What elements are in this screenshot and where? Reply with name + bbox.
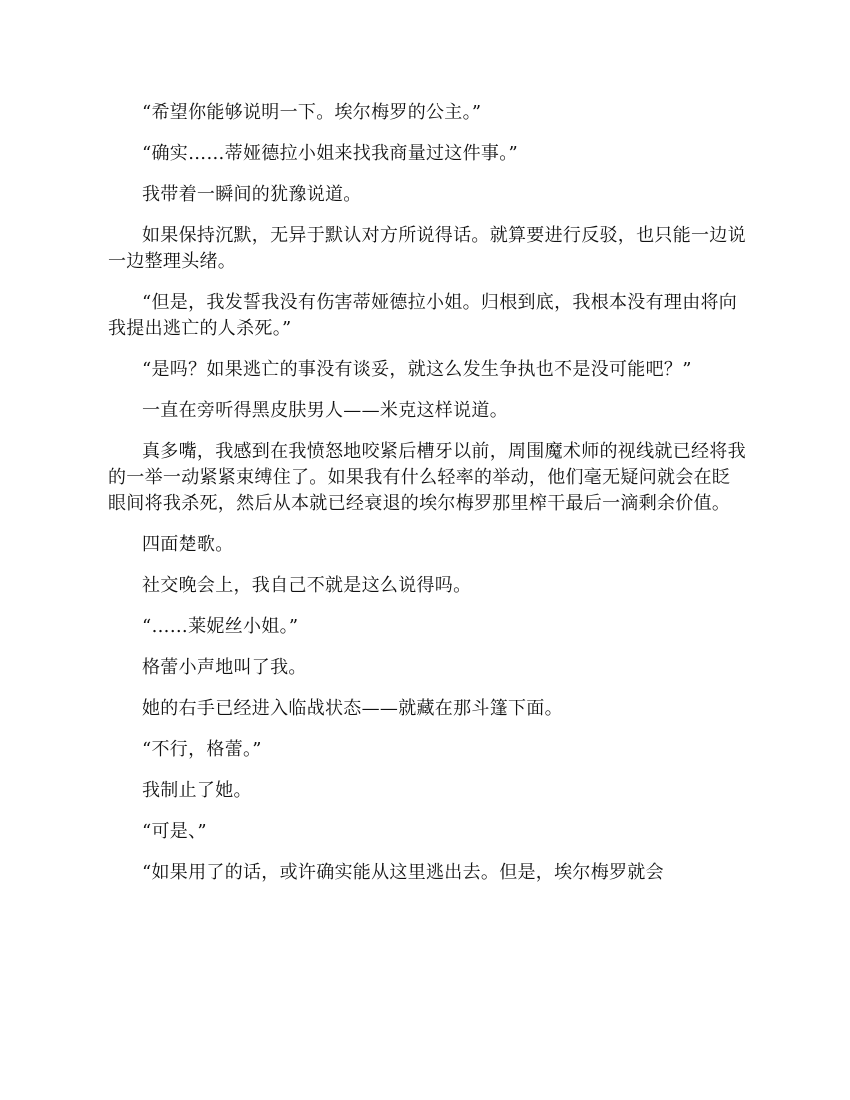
paragraph: 一直在旁听得黑皮肤男人——米克这样说道。 [142,400,508,421]
paragraph: “是吗？如果逃亡的事没有谈妥，就这么发生争执也不是没可能吧？” [142,359,692,380]
paragraph: “可是、” [142,821,207,842]
document-page [108,100,748,901]
paragraph: 我带着一瞬间的犹豫说道。 [142,184,362,205]
paragraph: 社交晚会上，我自己不就是这么说得吗。 [142,575,472,596]
paragraph: “不行，格蕾。” [142,739,262,760]
paragraph: “但是，我发誓我没有伤害蒂娅德拉小姐。归根到底，我根本没有理由将向我提出逃亡的人杀死。” [108,292,738,339]
paragraph: “确实……蒂娅德拉小姐来找我商量过这件事。” [142,143,519,164]
paragraph: “如果用了的话，或许确实能从这里逃出去。但是，埃尔梅罗就会 [142,862,664,883]
paragraph: 她的右手已经进入临战状态——就藏在那斗篷下面。 [142,698,563,719]
paragraph: “希望你能够说明一下。埃尔梅罗的公主。” [142,102,482,123]
paragraph: 真多嘴，我感到在我愤怒地咬紧后槽牙以前，周围魔术师的视线就已经将我的一举一动紧紧束缚住了。如果我有什么轻率的举动，他们毫无疑问就会在眨眼间将我杀死，然后从本就已经衰退的埃尔梅罗那里榨干最后一滴剩余价值。 [108,441,746,514]
paragraph: 四面楚歌。 [142,534,234,555]
paragraph: 格蕾小声地叫了我。 [142,657,307,678]
paragraph: “……莱妮丝小姐。” [142,616,299,637]
paragraph: 如果保持沉默，无异于默认对方所说得话。就算要进行反驳，也只能一边说一边整理头绪。 [108,225,746,272]
paragraph: 我制止了她。 [142,780,252,801]
